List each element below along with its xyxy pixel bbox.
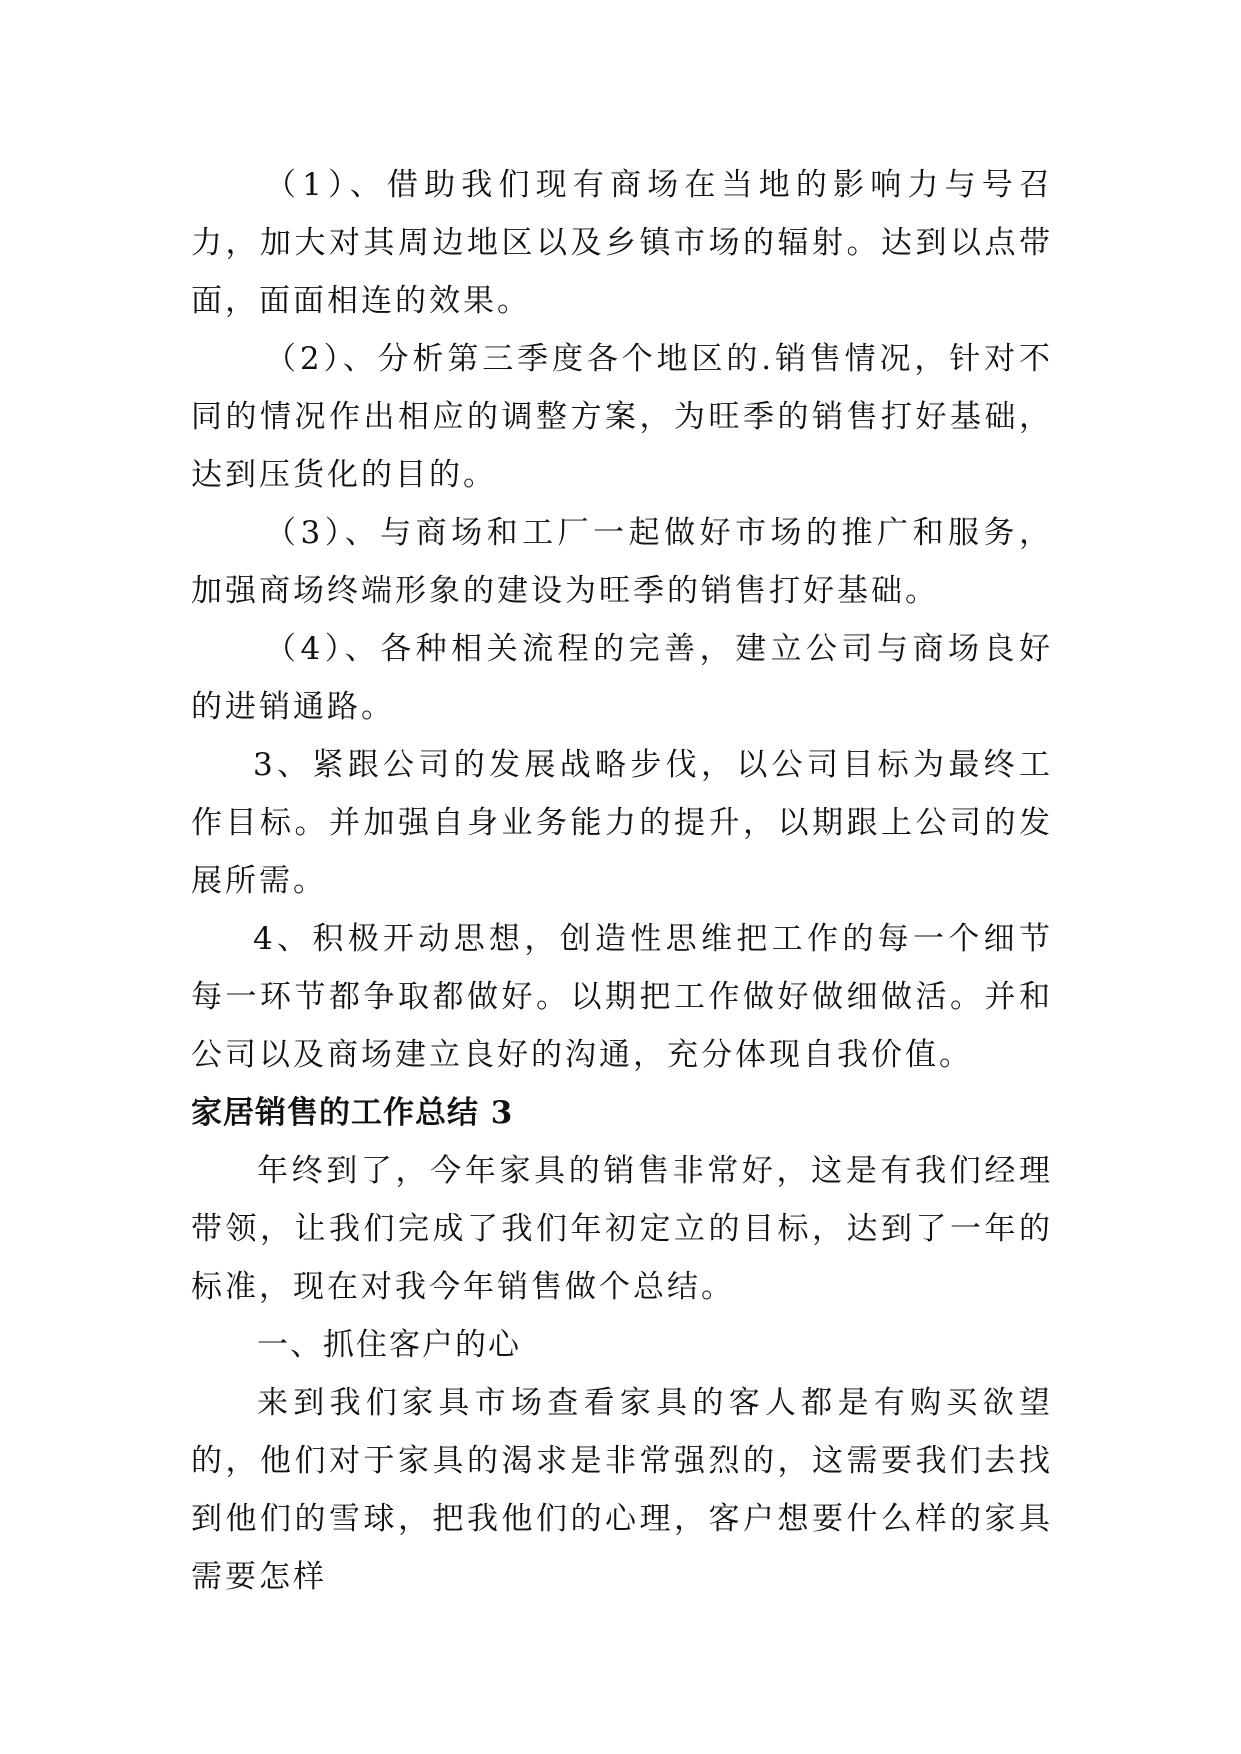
paragraph-point-4: 4、积极开动思想，创造性思维把工作的每一个细节每一环节都争取都做好。以期把工作做好做细做活。并和公司以及商场建立良好的沟通，充分体现自我价值。 xyxy=(191,921,1053,1073)
intro-paragraph: 年终到了，今年家具的销售非常好，这是有我们经理带领，让我们完成了我们年初定立的目标，达到了一年的标准，现在对我今年销售做个总结。 xyxy=(191,1153,1053,1305)
paragraph-point-3: 3、紧跟公司的发展战略步伐，以公司目标为最终工作目标。并加强自身业务能力的提升，以期跟上公司的发展所需。 xyxy=(191,747,1053,899)
section-heading: 家居销售的工作总结 3 xyxy=(191,1095,514,1131)
document-body xyxy=(191,156,1053,1606)
paragraph-item-3: （3）、与商场和工厂一起做好市场的推广和服务，加强商场终端形象的建设为旺季的销售打好基础。 xyxy=(191,515,1053,609)
paragraph-item-1: （1）、借助我们现有商场在当地的影响力与号召力，加大对其周边地区以及乡镇市场的辐射。达到以点带面，面面相连的效果。 xyxy=(191,167,1053,319)
final-paragraph: 来到我们家具市场查看家具的客人都是有购买欲望的，他们对于家具的渴求是非常强烈的，这需要我们去找到他们的雪球，把我他们的心理，客户想要什么样的家具需要怎样 xyxy=(191,1385,1053,1595)
paragraph-item-4: （4）、各种相关流程的完善，建立公司与商场良好的进销通路。 xyxy=(191,631,1053,725)
subsection-title: 一、抓住客户的心 xyxy=(257,1327,521,1363)
paragraph-item-2: （2）、分析第三季度各个地区的.销售情况，针对不同的情况作出相应的调整方案，为旺季的销售打好基础，达到压货化的目的。 xyxy=(191,341,1053,493)
